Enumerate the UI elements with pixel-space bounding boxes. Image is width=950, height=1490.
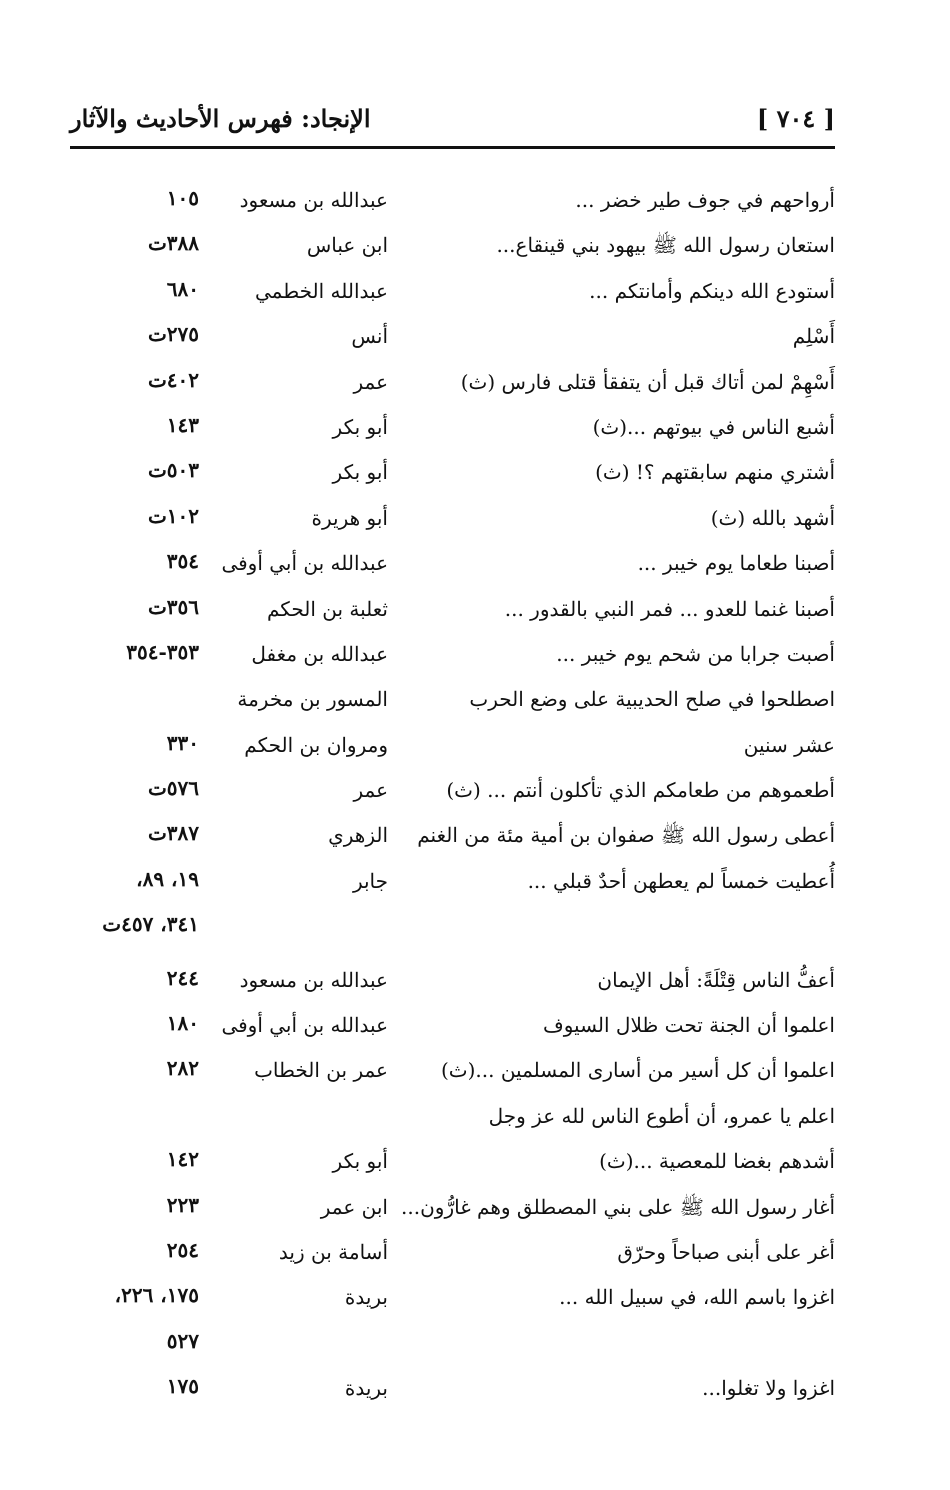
narrator: بريدة: [344, 1285, 388, 1310]
hadith-text: أصبت جرابا من شحم يوم خيبر ...: [556, 641, 835, 666]
page-reference: ١٠٢ت: [147, 503, 199, 528]
index-row: [70, 1098, 835, 1143]
page-reference: ١٠٥: [166, 186, 199, 210]
narrator: أنس: [351, 324, 388, 349]
page-reference: ٢٧٥ت: [147, 322, 199, 347]
hadith-text: أَسْهِمْ لمن أتاك قبل أن يتفقأ قتلى فارس (ث): [460, 369, 835, 394]
index-row: [70, 273, 835, 318]
narrator: ابن عباس: [306, 233, 388, 258]
narrator: ابن عمر: [320, 1194, 388, 1219]
hadith-text: اعلموا أن الجنة تحت ظلال السيوف: [542, 1013, 835, 1038]
hadith-text: أطعموهم من طعامكم الذي تأكلون أنتم ... (ث): [446, 778, 835, 803]
narrator: عبدالله بن مغفل: [251, 641, 388, 666]
narrator: أبو بكر: [332, 460, 388, 485]
narrator: أبو بكر: [332, 1149, 388, 1174]
narrator: عمر: [353, 369, 388, 394]
page-reference: ٢٥٤: [166, 1237, 199, 1262]
index-row: [70, 681, 835, 726]
hadith-text: اغزوا ولا تغلوا...: [702, 1376, 835, 1401]
index-row: [70, 962, 835, 1007]
hadith-index-table: [70, 182, 835, 1416]
index-row: [70, 908, 835, 953]
index-row: [70, 500, 835, 545]
narrator: الزهري: [328, 823, 388, 848]
index-row: [70, 1052, 835, 1097]
page-reference: ١٤٣: [166, 412, 199, 437]
page-reference: ٤٠٢ت: [147, 367, 199, 392]
narrator: عبدالله بن مسعود: [239, 967, 388, 992]
narrator: عبدالله بن مسعود: [239, 188, 388, 212]
hadith-text: أرواحهم في جوف طير خضر ...: [575, 188, 835, 212]
page-reference: ٢٨٢: [166, 1056, 199, 1081]
page-reference: ٣٥٣-٣٥٤: [126, 639, 199, 664]
page-reference: ٣٤١، ٤٥٧ت: [102, 912, 199, 937]
page-reference: ١٧٥: [166, 1374, 199, 1399]
index-row: [70, 1279, 835, 1324]
page-reference: ١٩، ٨٩،: [136, 866, 199, 891]
page-reference: ٢٤٤: [166, 965, 199, 990]
narrator: ومروان بن الحكم: [244, 732, 388, 757]
page-reference: ٥٢٧: [166, 1328, 199, 1353]
index-row: [70, 817, 835, 862]
hadith-text: أعطى رسول الله ﷺ صفوان بن أمية مئة من الغنم: [417, 823, 835, 848]
hadith-text: أشهد بالله (ث): [710, 505, 835, 530]
index-row: [70, 636, 835, 681]
hadith-text: أستودع الله دينكم وأمانتكم ...: [589, 278, 835, 303]
index-row: [70, 772, 835, 817]
hadith-text: اصطلحوا في صلح الحديبية على وضع الحرب: [469, 687, 835, 712]
hadith-text: أغار رسول الله ﷺ على بني المصطلق وهم غارُّون...: [401, 1194, 835, 1219]
page-reference: ٥٠٣ت: [147, 458, 199, 483]
page-header: [70, 100, 835, 149]
index-row: [70, 591, 835, 636]
hadith-text: أشتري منهم سابقتهم ؟! (ث): [595, 460, 835, 485]
page-reference: ٦٨٠: [166, 276, 199, 301]
page-reference: ٥٧٦ت: [147, 776, 199, 801]
narrator: عمر بن الخطاب: [254, 1058, 388, 1083]
hadith-text: اغزوا باسم الله، في سبيل الله ...: [559, 1285, 835, 1310]
page-reference: ٣٥٤: [166, 549, 199, 574]
hadith-text: أشبع الناس في بيوتهم ...(ث): [592, 414, 835, 439]
narrator: عمر: [353, 778, 388, 803]
narrator: أبو هريرة: [311, 505, 388, 530]
index-row: [70, 182, 835, 227]
narrator: عبدالله بن أبي أوفى: [221, 551, 388, 576]
hadith-text: أعفُّ الناس قِتْلَةً: أهل الإيمان: [597, 967, 835, 992]
page-reference: ١٧٥، ٢٢٦،: [114, 1283, 199, 1308]
hadith-text: أصبنا طعاما يوم خيبر ...: [637, 551, 835, 576]
index-row: [70, 1370, 835, 1415]
page-reference: ٣٨٧ت: [147, 821, 199, 846]
running-title: الإنجاد: فهرس الأحاديث والآثار: [70, 104, 371, 133]
hadith-text: أُعطيت خمساً لم يعطهن أحدٌ قبلي ...: [527, 868, 835, 893]
page-reference: ٣٨٨ت: [147, 231, 199, 256]
narrator: بريدة: [344, 1376, 388, 1401]
index-row: [70, 1143, 835, 1188]
index-row: [70, 1325, 835, 1370]
index-row: [70, 545, 835, 590]
narrator: جابر: [352, 868, 388, 893]
narrator: المسور بن مخرمة: [237, 687, 388, 712]
index-row: [70, 364, 835, 409]
index-row: [70, 409, 835, 454]
hadith-text: أَسْلِم: [792, 324, 835, 349]
narrator: ثعلبة بن الحكم: [266, 596, 388, 621]
index-row: [70, 1234, 835, 1279]
hadith-text: اعلم يا عمرو، أن أطوع الناس لله عز وجل: [488, 1103, 835, 1128]
page-reference: ١٤٢: [166, 1147, 199, 1172]
hadith-text: اعلموا أن كل أسير من أسارى المسلمين ...(ث): [440, 1058, 835, 1083]
index-row: [70, 227, 835, 272]
hadith-text: أغر على أبنى صباحاً وحرّق: [617, 1239, 835, 1264]
narrator: أبو بكر: [332, 414, 388, 439]
index-row: [70, 1189, 835, 1234]
index-row: [70, 727, 835, 772]
page-reference: ٢٢٣: [166, 1192, 199, 1217]
page-reference: ٣٥٦ت: [147, 594, 199, 619]
narrator: أسامة بن زيد: [278, 1239, 388, 1264]
index-row: [70, 318, 835, 363]
page-reference: ١٨٠: [166, 1011, 199, 1036]
index-row: [70, 454, 835, 499]
page-reference: ٣٣٠: [166, 730, 199, 755]
index-row: [70, 1007, 835, 1052]
hadith-text: أشدهم بغضا للمعصية ...(ث): [599, 1149, 835, 1174]
narrator: عبدالله الخطمي: [254, 278, 388, 303]
hadith-text: عشر سنين: [743, 732, 835, 757]
hadith-text: استعان رسول الله ﷺ بيهود بني قينقاع...: [496, 233, 835, 258]
narrator: عبدالله بن أبي أوفى: [221, 1013, 388, 1038]
index-row: [70, 863, 835, 908]
hadith-text: أصبنا غنما للعدو ... فمر النبي بالقدور ...: [504, 596, 835, 621]
page-number: [ ٧٠٤ ]: [756, 104, 835, 133]
